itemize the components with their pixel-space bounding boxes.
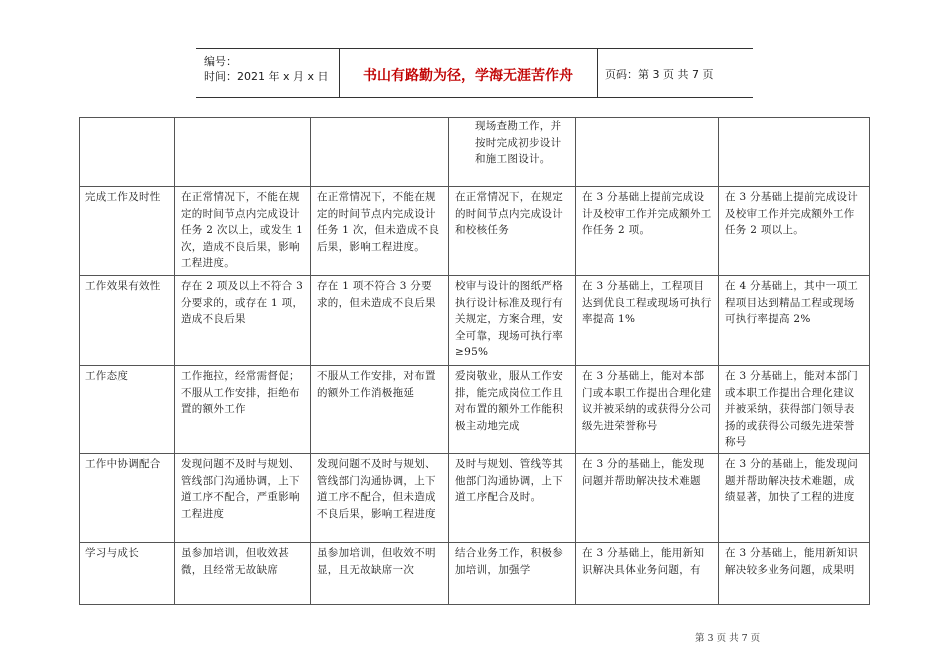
- table-cell: 在 3 分基础上，能对本部门或本职工作提出合理化建议并被采纳的或获得分公司级先进荣誉称号: [576, 366, 719, 454]
- page-footer: 第 3 页 共 7 页: [695, 633, 761, 644]
- criterion-label: 工作态度: [80, 366, 175, 454]
- table-cell: 在正常情况下，不能在规定的时间节点内完成设计任务 1 次，但未造成不良后果，影响工程进度。: [311, 187, 449, 276]
- table-cell: 不服从工作安排，对布置的额外工作消极拖延: [311, 366, 449, 454]
- evaluation-table: [79, 117, 870, 605]
- header-meta-cell: [196, 49, 340, 97]
- document-time-label: 时间：2021 年 x 月 x 日: [204, 70, 329, 83]
- header-page-number: 页码：第 3 页 共 7 页: [605, 68, 714, 81]
- table-cell: 在 3 分的基础上，能发现问题并帮助解决技术难题: [576, 454, 719, 543]
- table-cell: 在 3 分的基础上，能发现问题并帮助解决技术难题，成绩显著，加快了工程的进度: [719, 454, 870, 543]
- table-cell: 在 4 分基础上，其中一项工程项目达到精品工程或现场可执行率提高 2%: [719, 276, 870, 366]
- table-row: [80, 118, 870, 187]
- header-motto: 书山有路勤为径，学海无涯苦作舟: [363, 68, 573, 84]
- table-row: [80, 187, 870, 276]
- table-cell: 在正常情况下，不能在规定的时间节点内完成设计任务 2 次以上，或发生 1 次，造成不良后果，影响工程进度。: [175, 187, 311, 276]
- table-row: [80, 454, 870, 543]
- criterion-label: [80, 118, 175, 187]
- table-cell: 及时与规划、管线等其他部门沟通协调，上下道工序配合及时。: [449, 454, 576, 543]
- table-cell: [576, 118, 719, 187]
- criterion-label: 工作中协调配合: [80, 454, 175, 543]
- table-cell: [311, 118, 449, 187]
- table-cell: 工作拖拉，经常需督促；不服从工作安排，拒绝布置的额外工作: [175, 366, 311, 454]
- table-cell: 发现问题不及时与规划、管线部门沟通协调，上下道工序不配合，但未造成不良后果，影响工程进度: [311, 454, 449, 543]
- table-cell: 结合业务工作，积极参加培训，加强学: [449, 543, 576, 605]
- table-cell: 存在 1 项不符合 3 分要求的，但未造成不良后果: [311, 276, 449, 366]
- criterion-label: 完成工作及时性: [80, 187, 175, 276]
- table-cell: 现场查勘工作，并按时完成初步设计和施工图设计。: [449, 118, 576, 187]
- document-number-label: 编号：: [204, 55, 237, 68]
- table-cell: [719, 118, 870, 187]
- criterion-label: 工作效果有效性: [80, 276, 175, 366]
- table-cell: 爱岗敬业，服从工作安排，能完成岗位工作且对布置的额外工作能积极主动地完成: [449, 366, 576, 454]
- table-cell: [175, 118, 311, 187]
- table-cell: 校审与设计的图纸严格执行设计标准及现行有关规定，方案合理，安全可靠，现场可执行率≥95%: [449, 276, 576, 366]
- criterion-label: 学习与成长: [80, 543, 175, 605]
- table-row: [80, 366, 870, 454]
- table-cell: 在正常情况下，在规定的时间节点内完成设计和校核任务: [449, 187, 576, 276]
- table-cell: 在 3 分基础上，能用新知识解决具体业务问题，有: [576, 543, 719, 605]
- table-cell: 在 3 分基础上提前完成设计及校审工作并完成额外工作任务 2 项。: [576, 187, 719, 276]
- table-cell: 在 3 分基础上提前完成设计及校审工作并完成额外工作任务 2 项以上。: [719, 187, 870, 276]
- document-header: [196, 48, 753, 98]
- header-motto-cell: [339, 49, 598, 97]
- table-row: [80, 276, 870, 366]
- table-cell: 发现问题不及时与规划、管线部门沟通协调，上下道工序不配合，严重影响工程进度: [175, 454, 311, 543]
- table-cell: 在 3 分基础上，能用新知识解决较多业务问题，成果明: [719, 543, 870, 605]
- header-page-cell: [597, 49, 753, 97]
- table-cell: 存在 2 项及以上不符合 3 分要求的，或存在 1 项，造成不良后果: [175, 276, 311, 366]
- table-cell: 虽参加培训，但收效甚微，且经常无故缺席: [175, 543, 311, 605]
- table-cell: 在 3 分基础上，工程项目达到优良工程或现场可执行率提高 1%: [576, 276, 719, 366]
- table-row: [80, 543, 870, 605]
- table-cell: 在 3 分基础上，能对本部门或本职工作提出合理化建议并被采纳，获得部门领导表扬的或获得公司级先进荣誉称号: [719, 366, 870, 454]
- table-cell: 虽参加培训，但收效不明显，且无故缺席一次: [311, 543, 449, 605]
